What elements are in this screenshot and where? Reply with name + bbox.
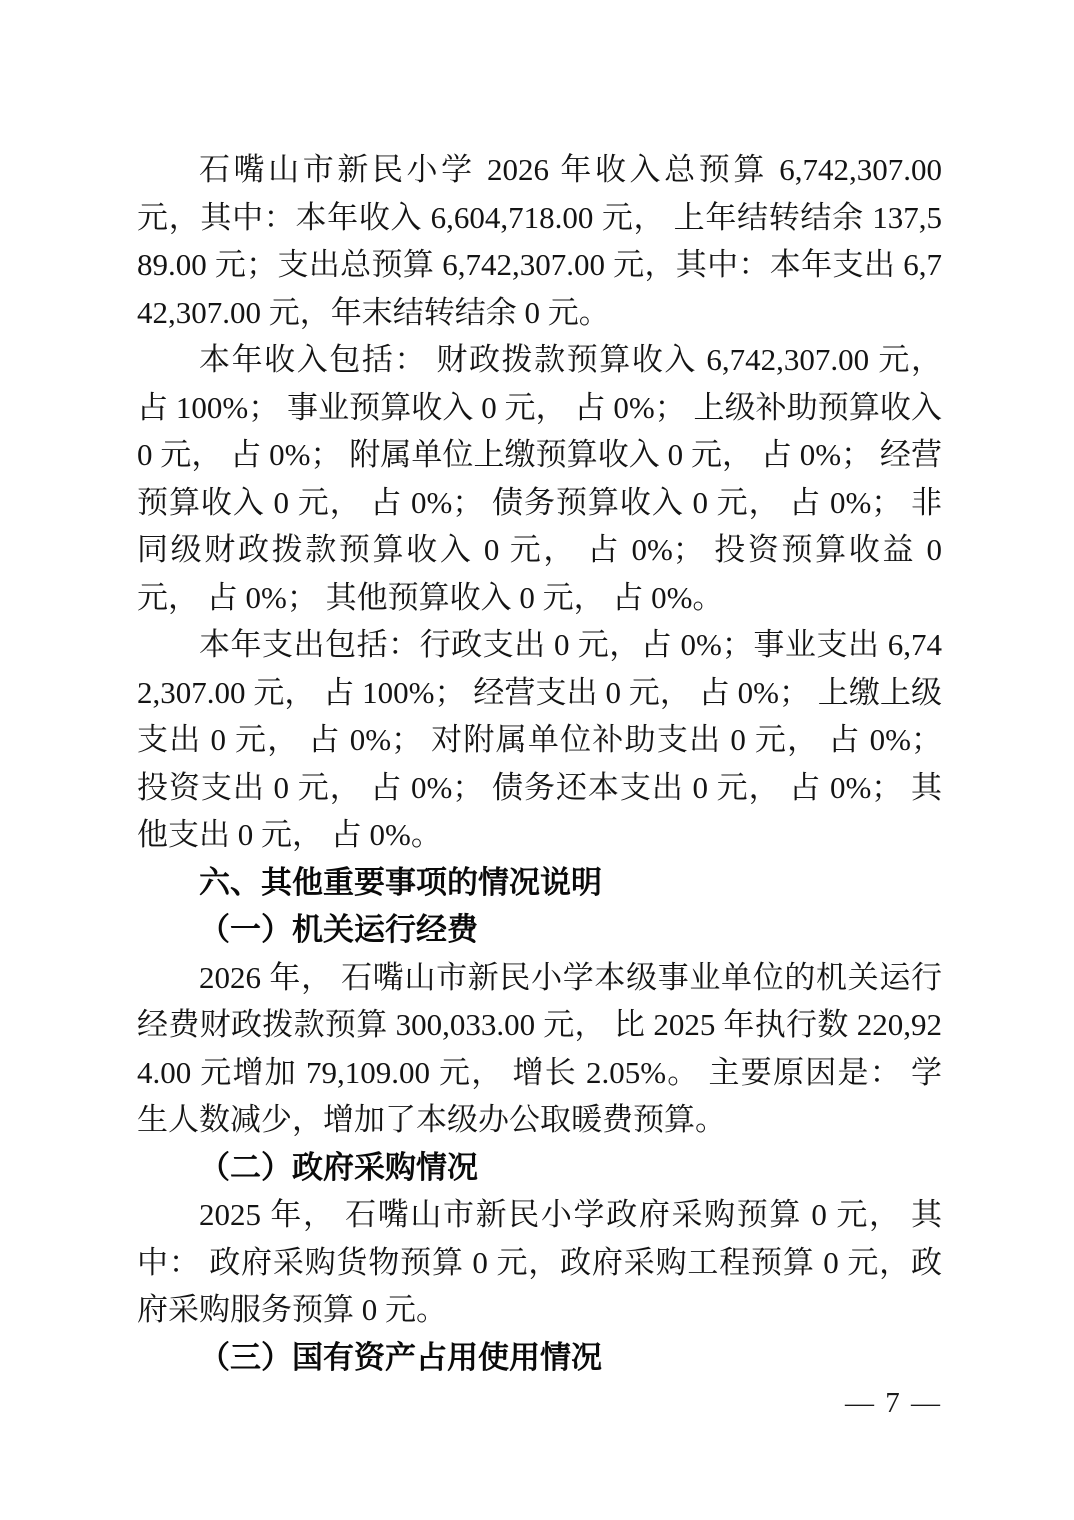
subsection-heading-agency-operating-expenses: （一）机关运行经费 [199,912,478,947]
paragraph-current-year-expenditure-detail: 本年支出包括：行政支出 0 元，占 0%；事业支出 6,742,307.00 元， 占 100%； 经营支出 0 元， 占 0%； 上缴上级支出 0 元， 占 0%； 对附属单位补助支出 0 元， 占 0%； 投资支出 0 元， 占 0%； 债务还本支出 0 元， 占 0%； 其他支出 0 元， 占 0%。 [137,627,942,852]
paragraph-government-procurement: 2025 年， 石嘴山市新民小学政府采购预算 0 元， 其中： 政府采购货物预算 0 元，政府采购工程预算 0 元，政府采购服务预算 0 元。 [137,1197,942,1327]
paragraph-agency-operating-expenses: 2026 年， 石嘴山市新民小学本级事业单位的机关运行经费财政拨款预算 300,033.00 元， 比 2025 年执行数 220,924.00 元增加 79,109.00 元， 增长 2.05%。 主要原因是： 学生人数减少，增加了本级办公取暖费预算。 [137,959,942,1137]
subsection-heading-government-procurement: （二）政府采购情况 [199,1149,478,1185]
subsection-heading-state-owned-assets-usage: （三）国有资产占用使用情况 [199,1339,602,1375]
section-heading-other-important-matters: 六、其他重要事项的情况说明 [199,864,602,900]
document-body [137,146,942,1381]
paragraph-revenue-expenditure-summary: 石嘴山市新民小学 2026 年收入总预算 6,742,307.00 元，其中：本年收入 6,604,718.00 元， 上年结转结余 137,589.00 元；支出总预算 6,742,307.00 元，其中：本年支出 6,742,307.00 元，年末结转结余 0 元。 [137,152,942,330]
paragraph-current-year-revenue-detail: 本年收入包括： 财政拨款预算收入 6,742,307.00 元， 占 100%； 事业预算收入 0 元， 占 0%； 上级补助预算收入 0 元， 占 0%； 附属单位上缴预算收入 0 元， 占 0%； 经营预算收入 0 元， 占 0%； 债务预算收入 0 元， 占 0%； 非同级财政拨款预算收入 0 元， 占 0%； 投资预算收益 0 元， 占 0%； 其他预算收入 0 元， 占 0%。 [137,342,942,615]
page-number: — 7 — [845,1387,942,1419]
